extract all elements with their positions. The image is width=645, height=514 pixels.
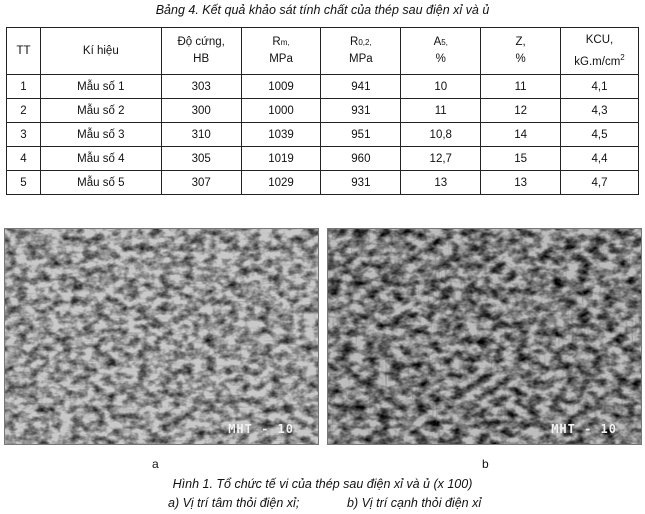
table-row [7, 75, 639, 99]
header-kcu: KCU, $kG.m/cm^2$ [561, 28, 639, 75]
cell-rm: 1029 [241, 171, 321, 195]
micrograph-a-texture [5, 229, 318, 444]
cell-z: 12 [481, 99, 561, 123]
cell-kihieu: Mẫu số 4 [40, 147, 161, 171]
cell-kcu: 4,7 [561, 171, 639, 195]
cell-kihieu: Mẫu số 2 [40, 99, 161, 123]
cell-rm: 1019 [241, 147, 321, 171]
cell-rm: 1000 [241, 99, 321, 123]
cell-tt: 1 [7, 75, 41, 99]
cell-rm: 1039 [241, 123, 321, 147]
cell-r02: 941 [321, 75, 401, 99]
cell-tt: 4 [7, 147, 41, 171]
cell-hb: 310 [161, 123, 241, 147]
micrograph-b-texture [328, 229, 641, 444]
figure-caption: Hình 1. Tổ chức tế vi của thép sau điện xỉ và ủ (x 100) [172, 477, 473, 491]
header-row [7, 28, 639, 75]
table-title: Bảng 4. Kết quả khảo sát tính chất của thép sau điện xỉ và ủ [155, 3, 490, 17]
header-r02: R0,2, MPa [321, 28, 401, 75]
micrograph-a [4, 228, 319, 445]
cell-tt: 2 [7, 99, 41, 123]
cell-kcu: 4,3 [561, 99, 639, 123]
cell-kcu: 4,1 [561, 75, 639, 99]
table-row [7, 147, 639, 171]
cell-a5: 12,7 [401, 147, 481, 171]
cell-hb: 300 [161, 99, 241, 123]
cell-tt: 5 [7, 171, 41, 195]
cell-a5: 13 [401, 171, 481, 195]
cell-kihieu: Mẫu số 3 [40, 123, 161, 147]
cell-r02: 931 [321, 99, 401, 123]
cell-a5: 11 [401, 99, 481, 123]
cell-z: 14 [481, 123, 561, 147]
cell-kihieu: Mẫu số 5 [40, 171, 161, 195]
results-table [6, 27, 639, 195]
micrograph-b-mark: MHT - 10 [551, 422, 617, 436]
header-kihieu: Kí hiệu [40, 28, 161, 75]
header-tt: TT [7, 28, 41, 75]
subcaption-a: a) Vị trí tâm thỏi điện xỉ; [168, 496, 300, 510]
cell-kcu: 4,5 [561, 123, 639, 147]
cell-z: 11 [481, 75, 561, 99]
cell-tt: 3 [7, 123, 41, 147]
cell-kihieu: Mẫu số 1 [40, 75, 161, 99]
subcaption-b: b) Vị trí cạnh thỏi điện xỉ [347, 496, 482, 510]
cell-hb: 307 [161, 171, 241, 195]
cell-a5: 10,8 [401, 123, 481, 147]
cell-r02: 951 [321, 123, 401, 147]
cell-kcu: 4,4 [561, 147, 639, 171]
header-rm: Rm, MPa [241, 28, 321, 75]
cell-hb: 303 [161, 75, 241, 99]
header-docung: Độ cứng, HB [161, 28, 241, 75]
header-z: Z, % [481, 28, 561, 75]
photo-label-a: a [152, 457, 159, 471]
micrograph-b [327, 228, 642, 445]
table-row [7, 171, 639, 195]
photo-label-b: b [482, 457, 489, 471]
table-row [7, 123, 639, 147]
cell-z: 15 [481, 147, 561, 171]
table-row [7, 99, 639, 123]
cell-hb: 305 [161, 147, 241, 171]
micrograph-a-mark: MHT - 10 [228, 422, 294, 436]
cell-r02: 931 [321, 171, 401, 195]
cell-a5: 10 [401, 75, 481, 99]
cell-r02: 960 [321, 147, 401, 171]
header-a5: A5, % [401, 28, 481, 75]
cell-z: 13 [481, 171, 561, 195]
cell-rm: 1009 [241, 75, 321, 99]
